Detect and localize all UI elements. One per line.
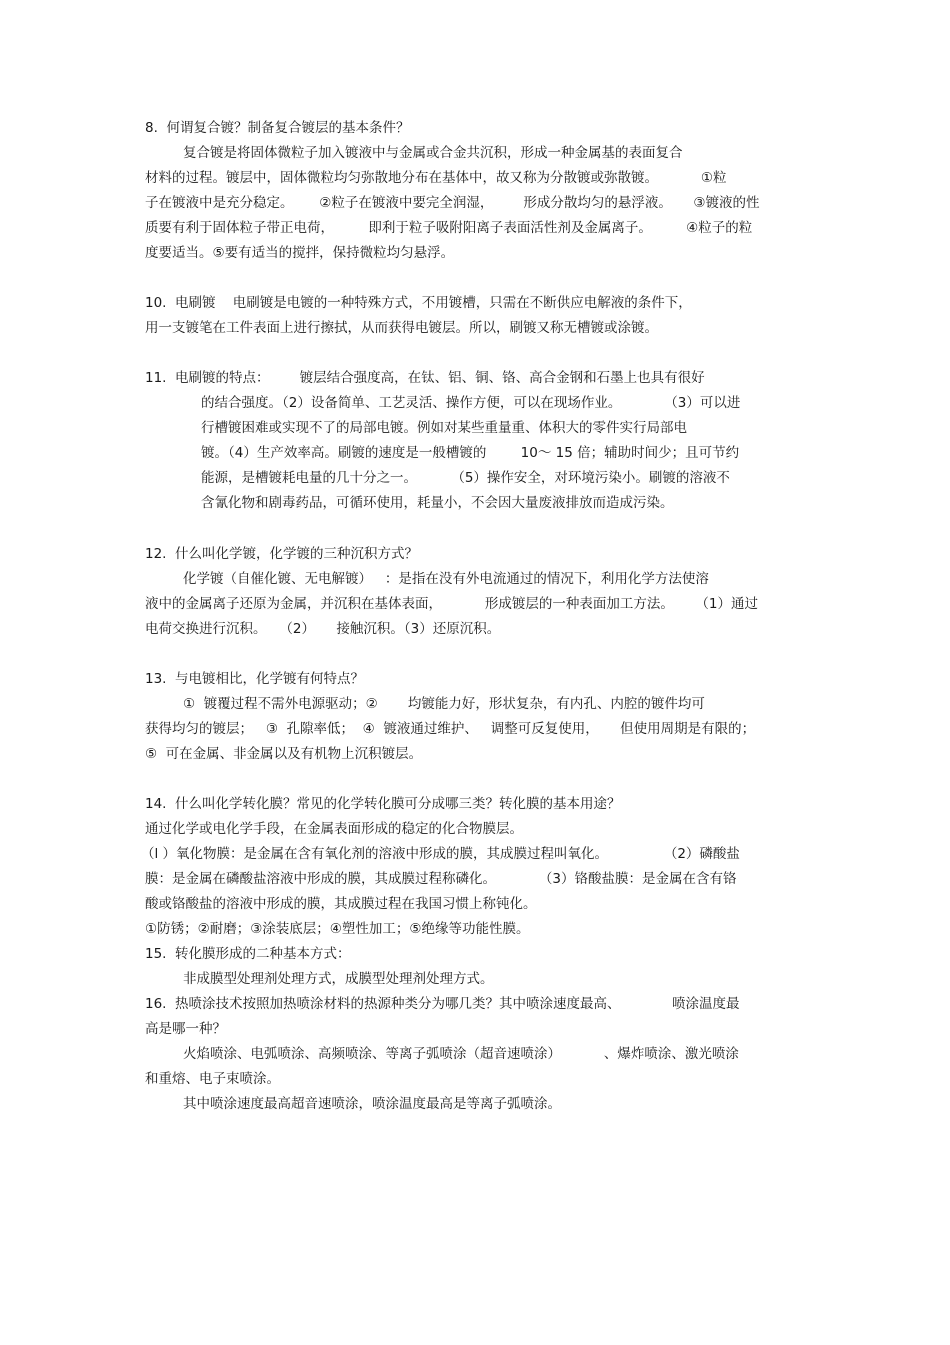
q10-heading: 10. 电刷镀 电刷镀是电镀的一种特殊方式，不用镀槽，只需在不断供应电解液的条件下，: [145, 295, 692, 311]
q13-answer-line: 获得均匀的镀层； ③ 孔隙率低； ④ 镀液通过维护、 调整可反复使用， 但使用周期是有限的；: [145, 721, 756, 737]
q13-answer-line: ① 镀覆过程不需外电源驱动；② 均镀能力好，形状复杂，有内孔、内腔的镀件均可: [183, 696, 705, 712]
q16-answer-line: 和重熔、电子束喷涂。: [145, 1071, 280, 1087]
q12-answer-line: 液中的金属离子还原为金属，并沉积在基体表面， 形成镀层的一种表面加工方法。 （1）通过: [145, 596, 758, 612]
q14-answer-line: （l ）氧化物膜：是金属在含有氧化剂的溶液中形成的膜，其成膜过程叫氧化。 （2）磷酸盐: [141, 846, 740, 862]
q14-answer-line: 酸或铬酸盐的溶液中形成的膜，其成膜过程在我国习惯上称钝化。: [145, 896, 537, 912]
q14-answer-line: 通过化学或电化学手段，在金属表面形成的稳定的化合物膜层。: [145, 821, 523, 837]
q8-answer-line: 复合镀是将固体微粒子加入镀液中与金属或合金共沉积，形成一种金属基的表面复合: [183, 145, 683, 161]
q8-answer-line: 材料的过程。镀层中，固体微粒均匀弥散地分布在基体中，故又称为分散镀或弥散镀。 ①粒: [145, 170, 727, 186]
q12-answer-line: 化学镀（自催化镀、无电解镀） ：是指在没有外电流通过的情况下，利用化学方法使溶: [183, 571, 709, 587]
q13-heading: 13. 与电镀相比，化学镀有何特点？: [145, 671, 365, 687]
q11-heading: 11. 电刷镀的特点： 镀层结合强度高，在钛、铝、铜、铬、高合金钢和石墨上也具有很好: [145, 370, 705, 386]
q8-heading: 8. 何谓复合镀？制备复合镀层的基本条件？: [145, 120, 410, 136]
q16-heading: 16. 热喷涂技术按照加热喷涂材料的热源种类分为哪几类？其中喷涂速度最高、 喷涂温度最: [145, 996, 740, 1012]
q14-answer-line: ①防锈；②耐磨；③涂装底层；④塑性加工；⑤绝缘等功能性膜。: [145, 921, 530, 937]
q11-answer-line: 镀。（4）生产效率高。刷镀的速度是一般槽镀的 10～ 15 倍；辅助时间少；且可节约: [201, 445, 740, 461]
q11-answer-line: 能源，是槽镀耗电量的几十分之一。 （5）操作安全，对环境污染小。刷镀的溶液不: [201, 470, 730, 486]
q14-answer-line: 膜：是金属在磷酸盐溶液中形成的膜，其成膜过程称磷化。 （3）铬酸盐膜：是金属在含有铬: [145, 871, 737, 887]
q16-answer-line: 火焰喷涂、电弧喷涂、高频喷涂、等离子弧喷涂（超音速喷涂） 、爆炸喷涂、激光喷涂: [183, 1046, 739, 1062]
q14-heading: 14. 什么叫化学转化膜？常见的化学转化膜可分成哪三类？转化膜的基本用途？: [145, 796, 621, 812]
q15-heading: 15. 转化膜形成的二种基本方式：: [145, 946, 351, 962]
q15-answer-line: 非成膜型处理剂处理方式，成膜型处理剂处理方式。: [183, 971, 494, 987]
q16-answer-line: 其中喷涂速度最高超音速喷涂，喷涂温度最高是等离子弧喷涂。: [183, 1096, 561, 1112]
q16-heading-cont: 高是哪一种？: [145, 1021, 226, 1037]
q13-answer-line: ⑤ 可在金属、非金属以及有机物上沉积镀层。: [145, 746, 423, 762]
q8-answer-line: 质要有利于固体粒子带正电荷， 即利于粒子吸附阳离子表面活性剂及金属离子。 ④粒子的粒: [145, 220, 753, 236]
q10-answer-line: 用一支镀笔在工件表面上进行擦拭，从而获得电镀层。所以，刷镀又称无槽镀或涂镀。: [145, 320, 658, 336]
q12-heading: 12. 什么叫化学镀，化学镀的三种沉积方式？: [145, 546, 419, 562]
q11-answer-line: 含氰化物和剧毒药品，可循环使用，耗量小，不会因大量废液排放而造成污染。: [201, 495, 674, 511]
q11-answer-line: 的结合强度。（2）设备简单、工艺灵活、操作方便，可以在现场作业。 （3）可以进: [201, 395, 741, 411]
q8-answer-line: 子在镀液中是充分稳定。 ②粒子在镀液中要完全润湿， 形成分散均匀的悬浮液。 ③镀液的性: [145, 195, 760, 211]
q11-answer-line: 行槽镀困难或实现不了的局部电镀。例如对某些重量重、体积大的零件实行局部电: [201, 420, 687, 436]
q12-answer-line: 电荷交换进行沉积。 （2） 接触沉积。（3）还原沉积。: [145, 621, 501, 637]
q8-answer-line: 度要适当。⑤要有适当的搅拌，保持微粒均匀悬浮。: [145, 245, 455, 261]
